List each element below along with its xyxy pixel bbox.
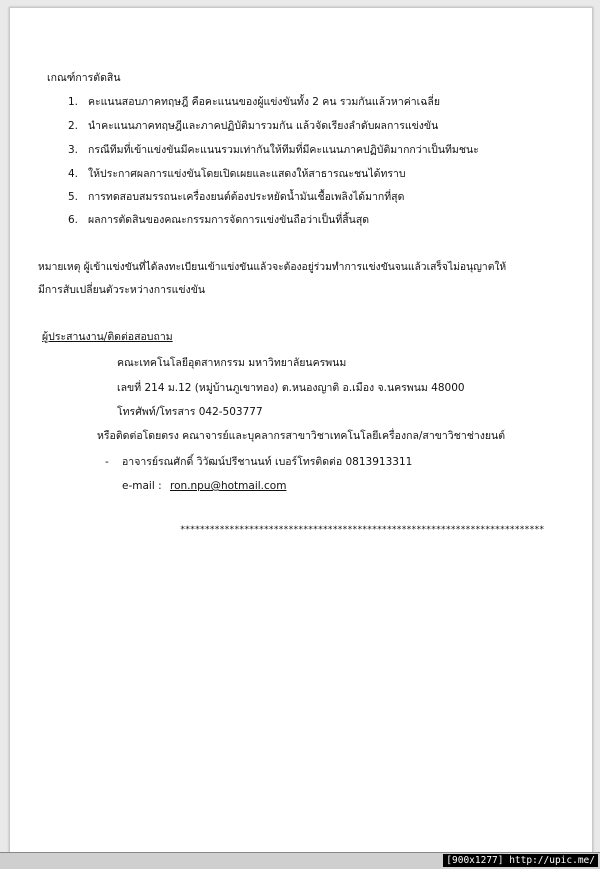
criteria-heading: เกณฑ์การตัดสิน (47, 72, 121, 84)
contact-address: เลขที่ 214 ม.12 (หมู่บ้านภูเขาทอง) ต.หนองญาติ อ.เมือง จ.นครพนม 48000 (117, 382, 465, 394)
criteria-item-5: การทดสอบสมรรถนะเครื่องยนต์ต้องประหยัดน้ำมันเชื้อเพลิงได้มากที่สุด (88, 191, 405, 203)
criteria-item-1-number: 1. (68, 96, 79, 108)
criteria-item-4: ให้ประกาศผลการแข่งขันโดยเปิดเผยและแสดงให้สาธารณะชนได้ทราบ (88, 168, 406, 180)
footer-bar (0, 852, 600, 869)
criteria-item-6: ผลการตัดสินของคณะกรรมการจัดการแข่งขันถือว่าเป็นที่สิ้นสุด (88, 214, 370, 226)
email-link[interactable]: ron.npu@hotmail.com (170, 480, 287, 492)
remark-line-2: มีการสับเปลี่ยนตัวระหว่างการแข่งขัน (38, 284, 206, 296)
contact-organization: คณะเทคโนโลยีอุตสาหกรรม มหาวิทยาลัยนครพนม (117, 357, 347, 369)
criteria-item-3-number: 3. (68, 144, 79, 156)
contact-phone: โทรศัพท์/โทรสาร 042-503777 (117, 406, 263, 418)
criteria-item-3: กรณีทีมที่เข้าแข่งขันมีคะแนนรวมเท่ากันให้ทีมที่มีคะแนนภาคปฏิบัติมากกว่าเป็นทีมชนะ (88, 144, 479, 156)
criteria-item-1: คะแนนสอบภาคทฤษฎี คือคะแนนของผู้แข่งขันทั้ง 2 คน รวมกันแล้วหาค่าเฉลี่ย (88, 96, 441, 108)
contact-person: อาจารย์รณศักดิ์ วิวัฒน์ปรีชานนท์ เบอร์โทรติดต่อ 0813913311 (122, 456, 413, 468)
criteria-item-4-number: 4. (68, 168, 79, 180)
criteria-item-5-number: 5. (68, 191, 79, 203)
criteria-item-2-number: 2. (68, 120, 79, 132)
remark-line-1: หมายเหตุ ผู้เข้าแข่งขันที่ได้ลงทะเบียนเข้าแข่งขันแล้วจะต้องอยู่ร่วมทำการแข่งขันจนแล้วเสร็จไม่อนุญาตให้ (38, 261, 507, 273)
criteria-item-2: นำคะแนนภาคทฤษฎีและภาคปฏิบัติมารวมกัน แล้วจัดเรียงลำดับผลการแข่งขัน (88, 120, 439, 132)
source-tag[interactable]: [900x1277] http://upic.me/ (443, 854, 598, 867)
email-label: e-mail : (122, 480, 162, 492)
document-page (9, 7, 593, 854)
separator-asterisks: ************************************************************************** (180, 525, 544, 535)
contact-person-dash: - (105, 456, 109, 468)
contact-direct: หรือติดต่อโดยตรง คณาจารย์และบุคลากรสาขาวิชาเทคโนโลยีเครื่องกล/สาขาวิชาช่างยนต์ (97, 430, 506, 442)
contact-heading: ผู้ประสานงาน/ติดต่อสอบถาม (42, 331, 173, 343)
criteria-item-6-number: 6. (68, 214, 79, 226)
